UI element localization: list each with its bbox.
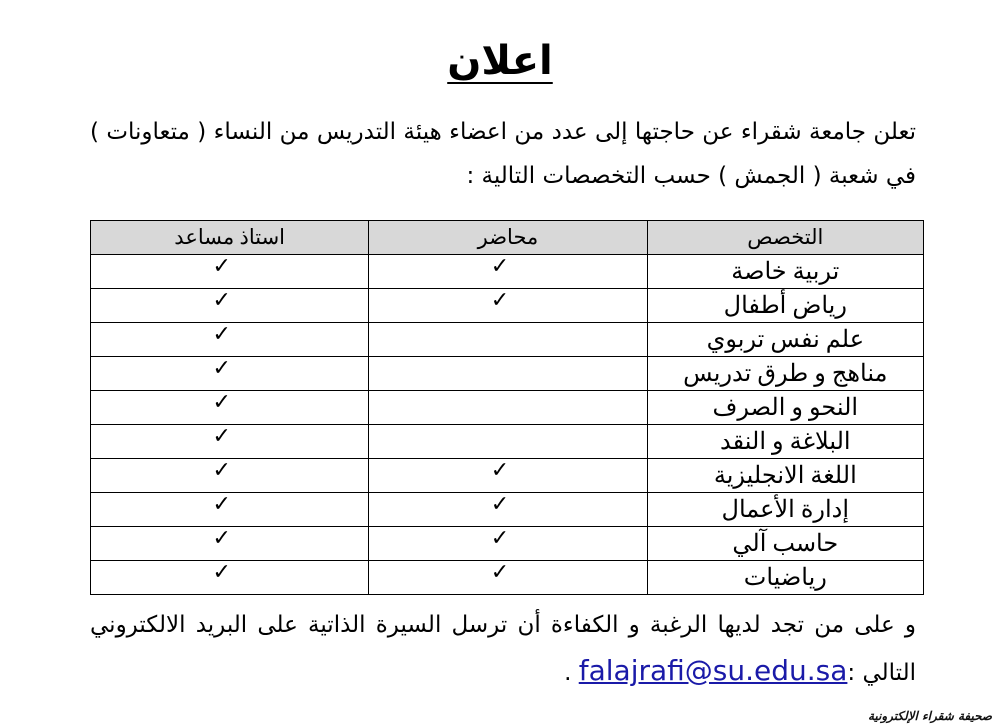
outro-text: و على من تجد لديها الرغبة و الكفاءة أن ترسل السيرة الذاتية على البريد الالكتروني التالي : xyxy=(90,612,916,686)
specialization-name: النحو و الصرف xyxy=(647,391,923,425)
header-assistant-professor: استاذ مساعد xyxy=(91,221,369,255)
assistant-professor-mark-cell xyxy=(91,490,369,527)
email-link[interactable]: falajrafi@su.edu.sa xyxy=(578,654,848,687)
specialization-name: تربية خاصة xyxy=(647,255,923,289)
table-row xyxy=(91,493,924,527)
specialization-name: علم نفس تربوي xyxy=(647,323,923,357)
specialization-name: البلاغة و النقد xyxy=(647,425,923,459)
check-mark-icon: ✓ xyxy=(212,456,231,482)
check-mark-icon: ✓ xyxy=(212,524,231,550)
lecturer-mark-cell xyxy=(369,252,647,289)
table-row xyxy=(91,561,924,595)
assistant-professor-mark-cell xyxy=(91,558,369,595)
lecturer-mark-cell xyxy=(369,456,647,493)
lecturer-mark-cell xyxy=(369,425,647,459)
check-mark-icon: ✓ xyxy=(212,388,231,414)
specialization-name: رياضيات xyxy=(647,561,923,595)
lecturer-mark-cell xyxy=(369,524,647,561)
title-text: اعلان xyxy=(447,38,553,84)
table-row xyxy=(91,357,924,391)
check-mark-icon: ✓ xyxy=(212,422,231,448)
assistant-professor-mark-cell xyxy=(91,320,369,357)
table-row xyxy=(91,425,924,459)
check-mark-icon: ✓ xyxy=(212,354,231,380)
page-title xyxy=(0,38,1000,84)
specialization-name: اللغة الانجليزية xyxy=(647,459,923,493)
header-lecturer: محاضر xyxy=(369,221,647,255)
check-mark-icon: ✓ xyxy=(490,490,510,516)
check-mark-icon: ✓ xyxy=(490,286,510,312)
check-mark-icon: ✓ xyxy=(490,558,510,584)
assistant-professor-mark-cell xyxy=(91,456,369,493)
table-body xyxy=(91,252,924,595)
lecturer-mark-cell xyxy=(369,558,647,595)
check-mark-icon: ✓ xyxy=(212,320,231,346)
table-row xyxy=(91,323,924,357)
lecturer-mark-cell xyxy=(369,323,647,357)
check-mark-icon: ✓ xyxy=(212,252,231,278)
check-mark-icon: ✓ xyxy=(212,490,231,516)
table-row xyxy=(91,289,924,323)
assistant-professor-mark-cell xyxy=(91,252,369,289)
outro-paragraph xyxy=(90,602,916,696)
assistant-professor-mark-cell xyxy=(91,286,369,323)
assistant-professor-mark-cell xyxy=(91,388,369,425)
specialization-name: إدارة الأعمال xyxy=(647,493,923,527)
table-header-row xyxy=(91,221,924,255)
assistant-professor-mark-cell xyxy=(91,354,369,391)
check-mark-icon: ✓ xyxy=(212,558,231,584)
check-mark-icon: ✓ xyxy=(212,286,231,312)
lecturer-mark-cell xyxy=(369,391,647,425)
check-mark-icon: ✓ xyxy=(490,252,510,278)
table-row xyxy=(91,391,924,425)
check-mark-icon: ✓ xyxy=(490,456,510,482)
assistant-professor-mark-cell xyxy=(91,422,369,459)
check-mark-icon: ✓ xyxy=(490,524,510,550)
header-specialization: التخصص xyxy=(647,221,923,255)
table-row xyxy=(91,527,924,561)
table-row xyxy=(91,255,924,289)
specialization-name: حاسب آلي xyxy=(647,527,923,561)
specialization-name: رياض أطفال xyxy=(647,289,923,323)
lecturer-mark-cell xyxy=(369,286,647,323)
assistant-professor-mark-cell xyxy=(91,524,369,561)
intro-paragraph: تعلن جامعة شقراء عن حاجتها إلى عدد من اعضاء هيئة التدريس من النساء ( متعاونات ) في شعبة ( الجمش ) حسب التخصصات التالية : xyxy=(90,119,916,189)
specialization-table xyxy=(90,220,924,595)
newspaper-credit: صحيفة شقراء الإلكترونية xyxy=(867,709,992,723)
lecturer-mark-cell xyxy=(369,490,647,527)
specialization-name: مناهج و طرق تدريس xyxy=(647,357,923,391)
outro-end: . xyxy=(564,660,579,686)
table-row xyxy=(91,459,924,493)
lecturer-mark-cell xyxy=(369,357,647,391)
